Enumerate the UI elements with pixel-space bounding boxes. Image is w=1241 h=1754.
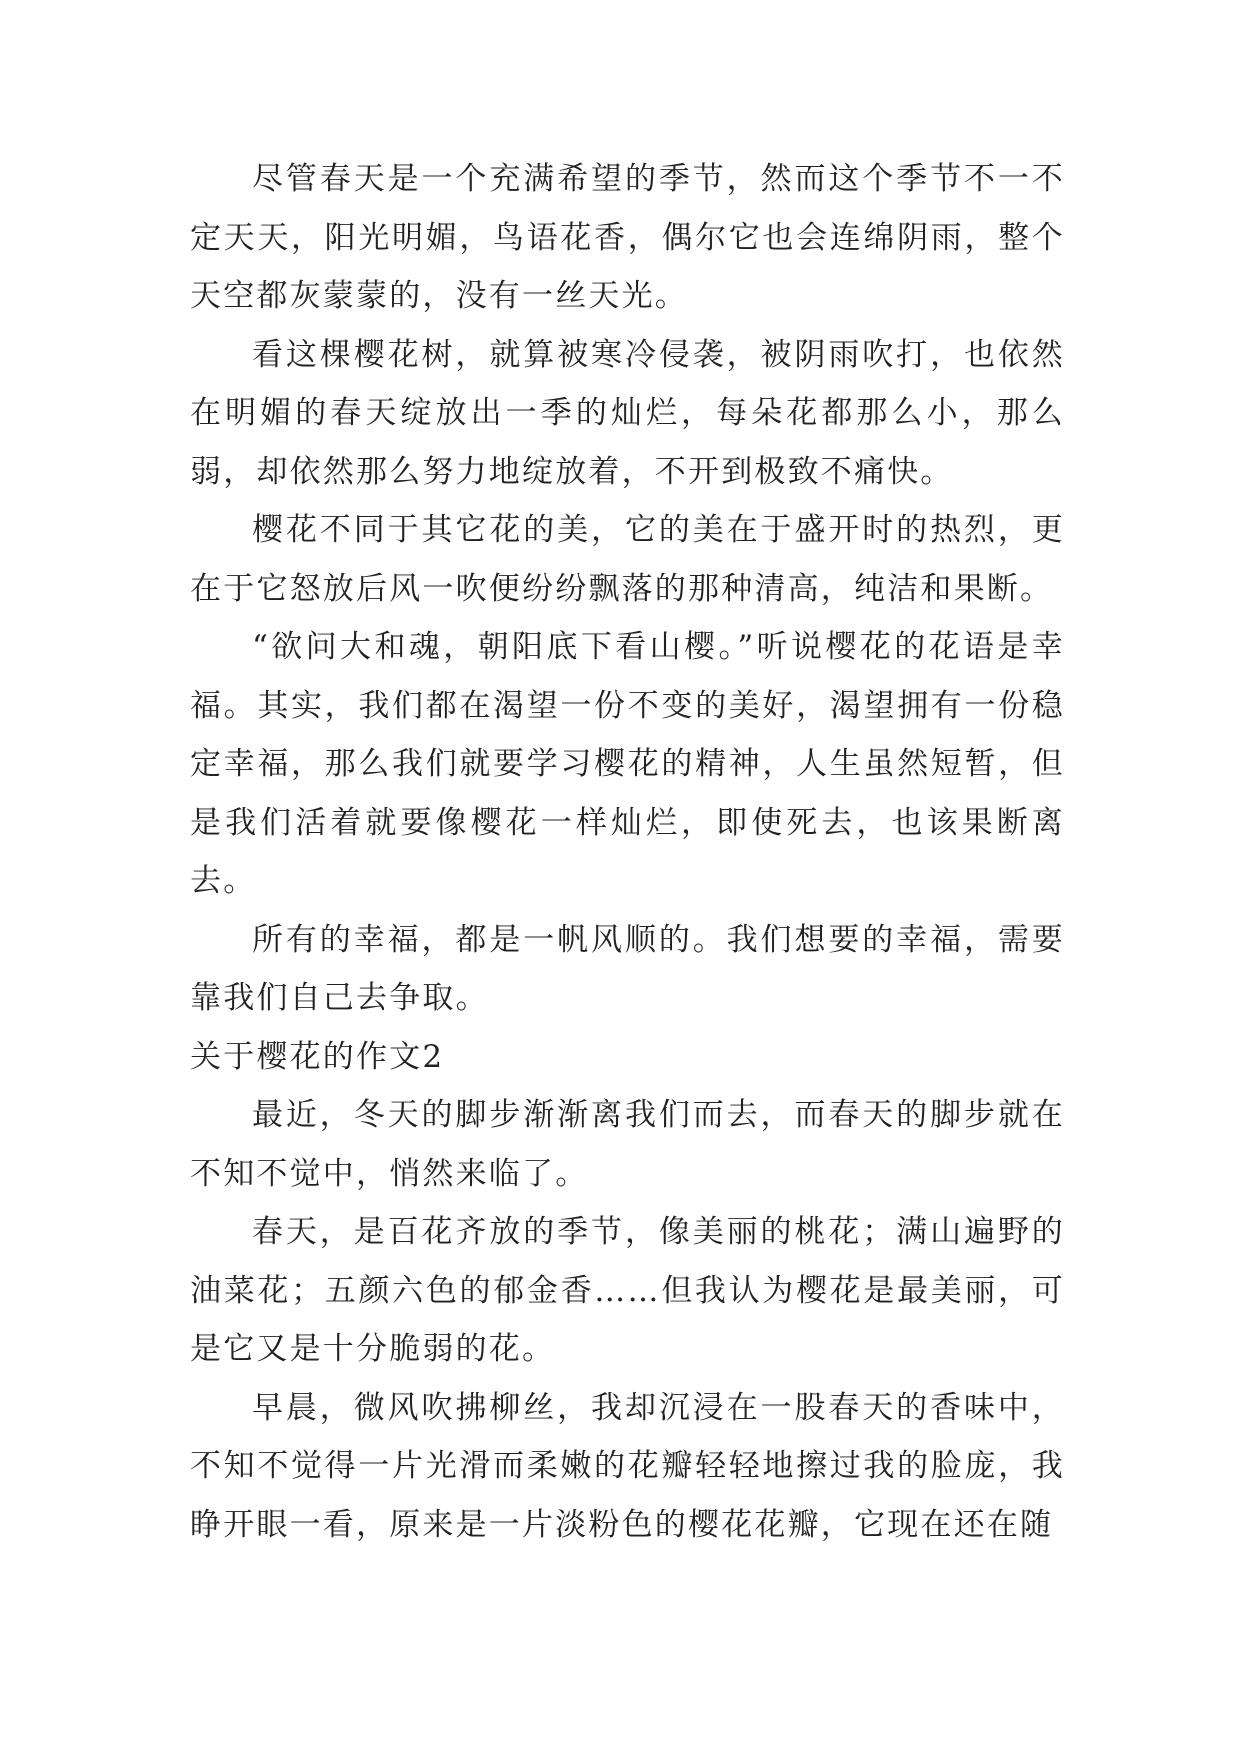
section-heading: 关于樱花的作文2 <box>190 1038 445 1075</box>
paragraph-7: 春天，是百花齐放的季节，像美丽的桃花；满山遍野的油菜花；五颜六色的郁金香……但我认为樱花是最美丽，可是它又是十分脆弱的花。 <box>190 1214 1065 1367</box>
paragraph-5: 所有的幸福，都是一帆风顺的。我们想要的幸福，需要靠我们自己去争取。 <box>190 921 1065 1016</box>
document-body <box>190 150 1065 1554</box>
paragraph-3: 樱花不同于其它花的美，它的美在于盛开时的热烈，更在于它怒放后风一吹便纷纷飘落的那种清高，纯洁和果断。 <box>190 512 1065 607</box>
paragraph-2: 看这棵樱花树，就算被寒冷侵袭，被阴雨吹打，也依然在明媚的春天绽放出一季的灿烂，每朵花都那么小，那么弱，却依然那么努力地绽放着，不开到极致不痛快。 <box>190 336 1065 490</box>
paragraph-6: 最近，冬天的脚步渐渐离我们而去，而春天的脚步就在不知不觉中，悄然来临了。 <box>190 1097 1065 1192</box>
paragraph-8: 早晨，微风吹拂柳丝，我却沉浸在一股春天的香味中，不知不觉得一片光滑而柔嫩的花瓣轻轻地擦过我的脸庞，我睁开眼一看，原来是一片淡粉色的樱花花瓣，它现在还在随 <box>190 1389 1065 1543</box>
paragraph-4: “欲问大和魂，朝阳底下看山樱。”听说樱花的花语是幸福。其实，我们都在渴望一份不变的美好，渴望拥有一份稳定幸福，那么我们就要学习樱花的精神，人生虽然短暂，但是我们活着就要像樱花一样灿烂，即使死去，也该果断离去。 <box>190 629 1065 899</box>
paragraph-1: 尽管春天是一个充满希望的季节，然而这个季节不一不定天天，阳光明媚，鸟语花香，偶尔它也会连绵阴雨，整个天空都灰蒙蒙的，没有一丝天光。 <box>190 161 1065 314</box>
